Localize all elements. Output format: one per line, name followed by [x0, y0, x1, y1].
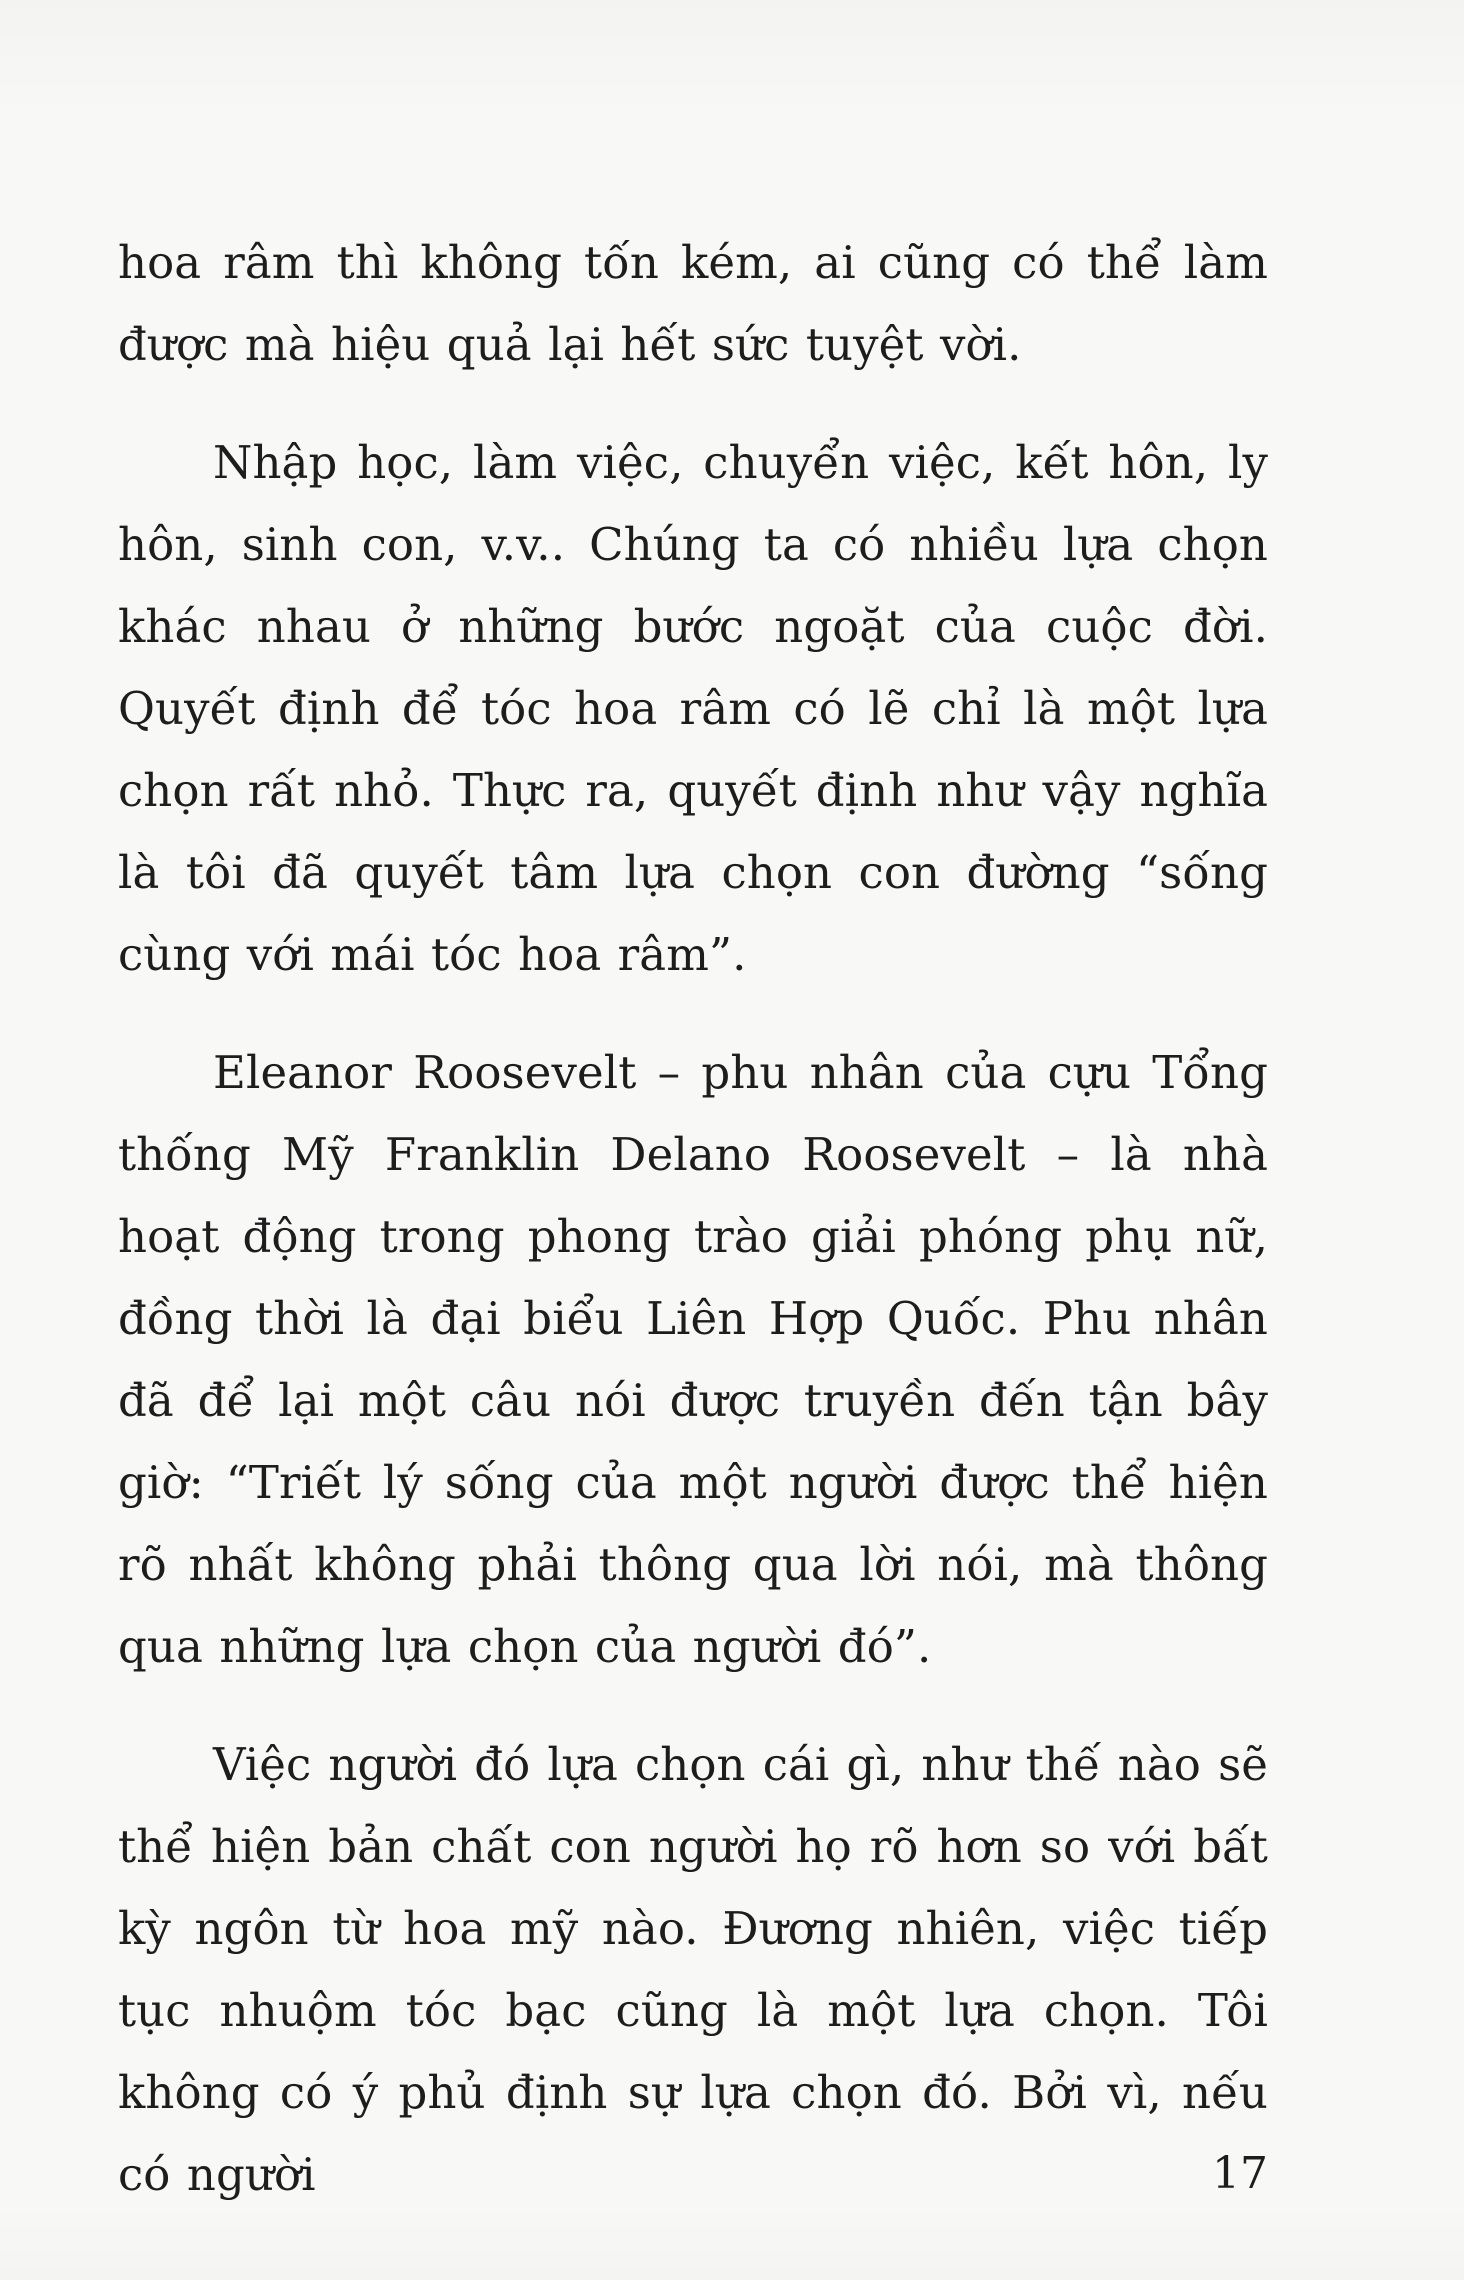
page-number: 17 [1212, 2148, 1268, 2199]
paragraph-life-choices: Nhập học, làm việc, chuyển việc, kết hôn, ly hôn, sinh con, v.v.. Chúng ta có nhiều lựa chọn khác nhau ở những bước ngoặt của cuộc đời. Quyết định để tóc hoa râm có lẽ chỉ là một lựa chọn rất nhỏ. Thực ra, quyết định như vậy nghĩa là tôi đã quyết tâm lựa chọn con đường “sống cùng với mái tóc hoa râm”. [118, 436, 1268, 981]
paragraph-eleanor-roosevelt: Eleanor Roosevelt – phu nhân của cựu Tổng thống Mỹ Franklin Delano Roosevelt – là nhà hoạt động trong phong trào giải phóng phụ nữ, đồng thời là đại biểu Liên Hợp Quốc. Phu nhân đã để lại một câu nói được truyền đến tận bây giờ: “Triết lý sống của một người được thể hiện rõ nhất không phải thông qua lời nói, mà thông qua những lựa chọn của người đó”. [118, 1046, 1268, 1673]
paragraph-choice-reflects-nature: Việc người đó lựa chọn cái gì, như thế nào sẽ thể hiện bản chất con người họ rõ hơn so với bất kỳ ngôn từ hoa mỹ nào. Đương nhiên, việc tiếp tục nhuộm tóc bạc cũng là một lựa chọn. Tôi không có ý phủ định sự lựa chọn đó. Bởi vì, nếu có người [118, 1738, 1268, 2201]
paragraph-continuation: hoa râm thì không tốn kém, ai cũng có thể làm được mà hiệu quả lại hết sức tuyệt vời. [118, 236, 1268, 371]
page-body-text [118, 222, 1268, 2216]
